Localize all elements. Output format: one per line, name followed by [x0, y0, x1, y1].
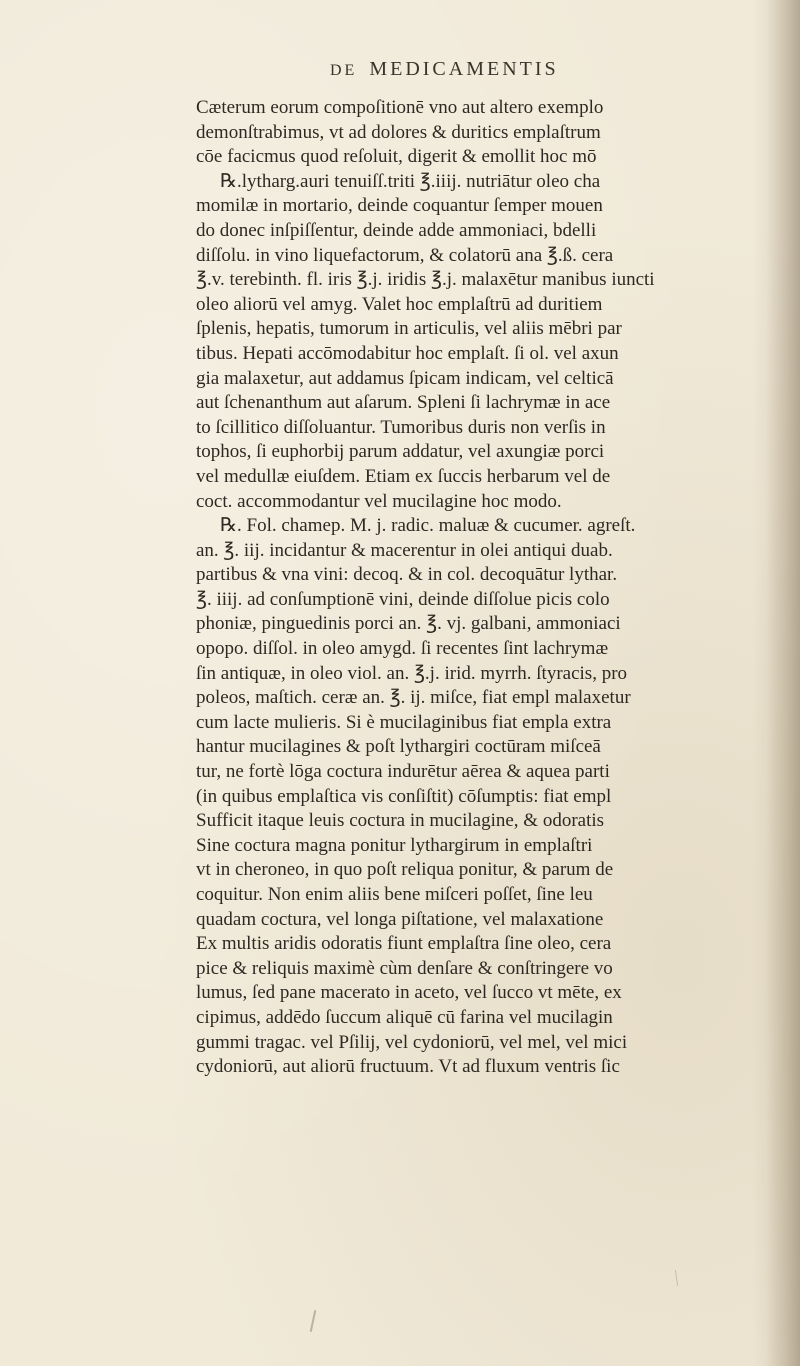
text-line: cum lacte mulieris. Si è mucilaginibus fiat empla extra	[196, 711, 612, 733]
running-header	[330, 58, 559, 81]
text-line: ℞.lytharg.auri tenuiſſ.triti ℥.iiij. nutriātur oleo cha	[220, 170, 601, 192]
text-line: poleos, maſtich. ceræ an. ℥. ij. miſce, fiat empl malaxetur	[196, 687, 631, 709]
text-line: cipimus, addēdo ſuccum aliquē cū farina vel mucilagin	[196, 1006, 613, 1028]
body-text	[196, 96, 784, 1080]
text-line: partibus & vna vini: decoq. & in col. decoquātur lythar.	[196, 564, 618, 586]
text-line: tophos, ſi euphorbij parum addatur, vel axungiæ porci	[196, 441, 605, 463]
text-line: tibus. Hepati accōmodabitur hoc emplaſt. ſi ol. vel axun	[196, 342, 619, 364]
text-line: ſin antiquæ, in oleo viol. an. ℥.j. irid. myrrh. ſtyracis, pro	[196, 662, 628, 684]
text-line: Sufficit itaque leuis coctura in mucilagine, & odoratis	[196, 810, 605, 832]
text-line: gummi tragac. vel Pſilij, vel cydoniorū, vel mel, vel mici	[196, 1031, 628, 1053]
text-line: to ſcillitico diſſoluantur. Tumoribus duris non verſis in	[196, 416, 606, 438]
text-line: ℞. Fol. chamep. M. j. radic. maluæ & cucumer. agreſt.	[220, 515, 636, 537]
text-line: pice & reliquis maximè cùm denſare & conſtringere vo	[196, 957, 613, 979]
text-line: lumus, ſed pane macerato in aceto, vel ſucco vt mēte, ex	[196, 982, 622, 1004]
header-title: MEDICAMENTIS	[369, 58, 559, 80]
text-line: diſſolu. in vino liquefactorum, & colatorū ana ℥.ß. cera	[196, 244, 614, 266]
text-line: coquitur. Non enim aliis bene miſceri poſſet, ſine leu	[196, 884, 593, 905]
text-line: ſplenis, hepatis, tumorum in articulis, vel aliis mēbri par	[196, 318, 622, 340]
text-line: aut ſchenanthum aut aſarum. Spleni ſi lachrymæ in ace	[196, 392, 611, 414]
text-line: Cæterum eorum compoſitionē vno aut altero exemplo	[196, 97, 604, 118]
text-line: momilæ in mortario, deinde coquantur ſemper mouen	[196, 195, 603, 217]
text-line: (in quibus emplaſtica vis conſiſtit) cōſumptis: fiat empl	[196, 785, 612, 807]
stray-ink-mark	[675, 1270, 678, 1286]
text-line: demonſtrabimus, vt ad dolores & duritics emplaſtrum	[196, 121, 601, 143]
text-line: Ex multis aridis odoratis fiunt emplaſtra ſine oleo, cera	[196, 933, 612, 955]
stray-ink-mark	[310, 1310, 317, 1332]
header-prefix: DE	[330, 62, 358, 79]
text-line: oleo aliorū vel amyg. Valet hoc emplaſtrū ad duritiem	[196, 293, 603, 315]
text-line: Sine coctura magna ponitur lythargirum in emplaſtri	[196, 834, 593, 856]
text-line: vel medullæ eiuſdem. Etiam ex ſuccis herbarum vel de	[196, 465, 611, 487]
text-line: opopo. diſſol. in oleo amygd. ſi recentes ſint lachrymæ	[196, 638, 609, 660]
text-line: cydoniorū, aut aliorū fructuum. Vt ad fluxum ventris ſic	[196, 1056, 620, 1078]
text-line: an. ℥. iij. incidantur & macerentur in olei antiqui duab.	[196, 539, 613, 561]
text-line: do donec inſpiſſentur, deinde adde ammoniaci, bdelli	[196, 219, 597, 241]
text-line: gia malaxetur, aut addamus ſpicam indicam, vel celticā	[196, 367, 614, 389]
text-line: ℥.v. terebinth. fl. iris ℥.j. iridis ℥.j. malaxētur manibus iuncti	[196, 269, 655, 291]
text-line: phoniæ, pinguedinis porci an. ℥. vj. galbani, ammoniaci	[196, 613, 621, 635]
text-line: cōe facicmus quod reſoluit, digerit & emollit hoc mō	[196, 146, 597, 168]
text-line: vt in cheroneo, in quo poſt reliqua ponitur, & parum de	[196, 859, 614, 881]
text-line: quadam coctura, vel longa piſtatione, vel malaxatione	[196, 908, 604, 930]
text-line: tur, ne fortè lōga coctura indurētur aērea & aquea parti	[196, 761, 610, 783]
text-line: hantur mucilagines & poſt lythargiri coctūram miſceā	[196, 736, 601, 758]
text-line: coct. accommodantur vel mucilagine hoc modo.	[196, 490, 562, 512]
text-line: ℥. iiij. ad conſumptionē vini, deinde diſſolue picis colo	[196, 588, 610, 610]
